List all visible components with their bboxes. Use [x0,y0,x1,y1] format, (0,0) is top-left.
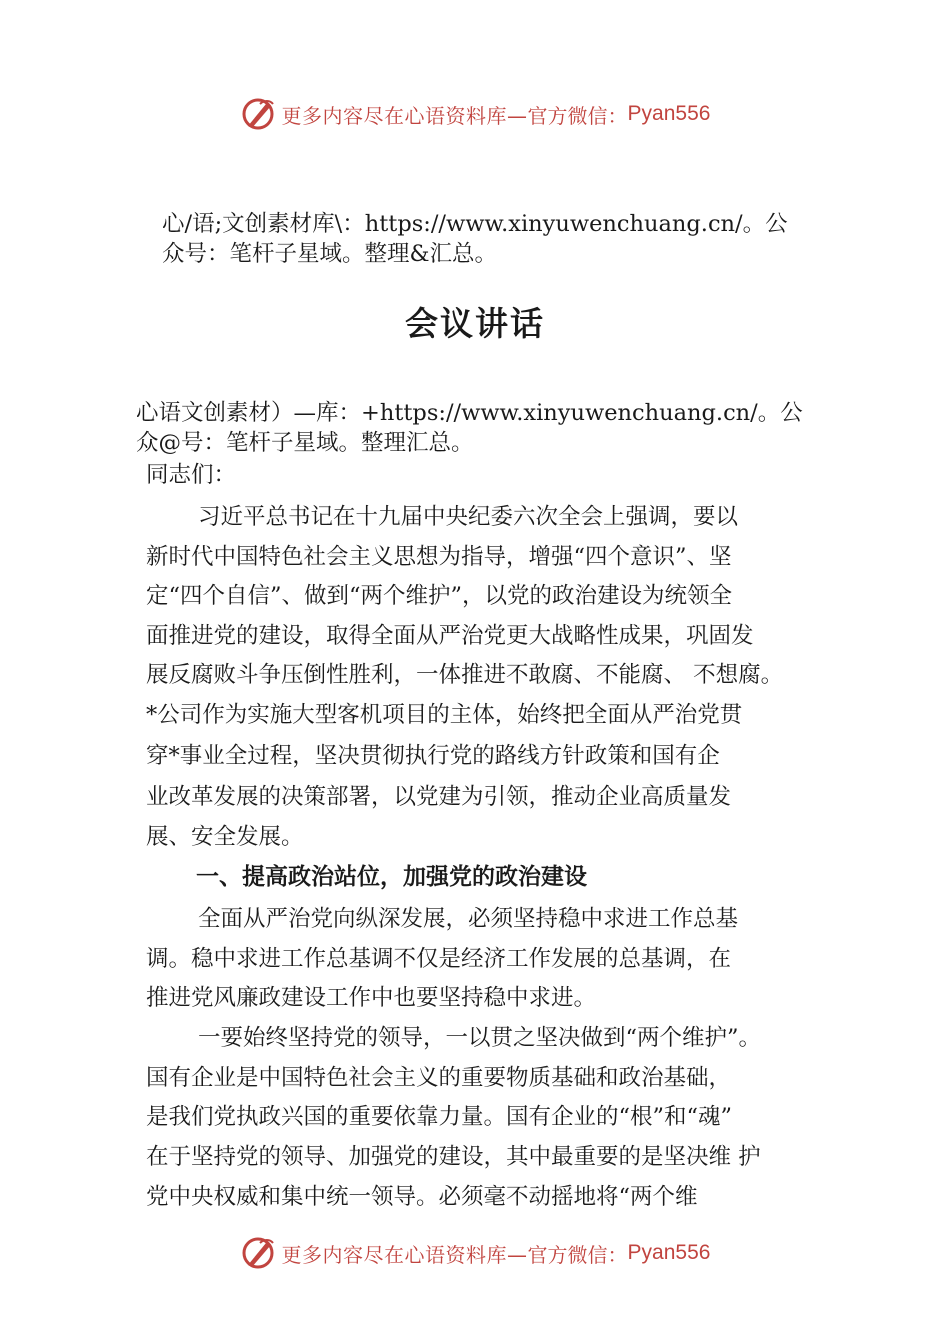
header-banner [0,94,950,134]
paragraph-line: 习近平总书记在十九届中央纪委六次全会上强调，要以 [198,504,739,530]
paragraph-line: 一要始终坚持党的领导，一以贯之坚决做到“两个维护”。 [198,1025,762,1051]
pen-circle-logo-icon [240,96,276,132]
paragraph-line: 是我们党执政兴国的重要依靠力量。国有企业的“根”和“魂” [146,1104,733,1130]
banner-wechat-id: Pyan556 [627,1241,711,1264]
intro-note-line: 心/语;文创素材库\：https://www.xinyuwenchuang.cn/。公 [162,211,788,237]
paragraph-line: 党中央权威和集中统一领导。必须毫不动摇地将“两个维 [146,1184,698,1210]
paragraph-line: 穿*事业全过程，坚决贯彻执行党的路线方针政策和国有企 [146,743,720,769]
paragraph-line: 在于坚持党的领导、加强党的建设，其中最重要的是坚决维 护 [146,1144,761,1170]
source-note-line: 心语文创素材）—库：+https://www.xinyuwenchuang.cn/。公 [136,400,803,426]
source-note-line: 众@号：笔杆子星域。整理汇总。 [136,430,474,456]
section-heading: 一、提高政治站位，加强党的政治建设 [196,864,587,890]
pen-circle-logo-icon [240,1235,276,1271]
paragraph-line: 国有企业是中国特色社会主义的重要物质基础和政治基础， [146,1065,732,1091]
paragraph-line: 新时代中国特色社会主义思想为指导，增强“四个意识”、坚 [146,544,732,570]
banner-wechat-label: 官方微信： [527,1242,628,1267]
paragraph-line: 面推进党的建设，取得全面从严治党更大战略性成果，巩固发 [146,623,754,649]
banner-wechat-label: 官方微信： [527,103,628,128]
salutation: 同志们： [146,462,237,488]
paragraph-line: 调。稳中求进工作总基调不仅是经济工作发展的总基调，在 [146,946,732,972]
paragraph-line: *公司作为实施大型客机项目的主体，始终把全面从严治党贯 [146,702,743,728]
paragraph-line: 定“四个自信”、做到“两个维护”，以党的政治建设为统领全 [146,583,733,609]
paragraph-line: 业改革发展的决策部署，以党建为引领，推动企业高质量发 [146,784,732,810]
intro-note-line: 众号：笔杆子星域。整理&汇总。 [162,241,498,267]
paragraph-line: 展反腐败斗争压倒性胜利，一体推进不敢腐、不能腐、 不想腐。 [146,662,784,688]
banner-wechat-id: Pyan556 [627,102,711,125]
paragraph-line: 推进党风廉政建设工作中也要坚持稳中求进。 [146,985,597,1011]
banner-text: 更多内容尽在心语资料库— [281,1242,528,1267]
paragraph-line: 展、安全发展。 [146,824,304,850]
banner-text: 更多内容尽在心语资料库— [281,103,528,128]
page-title: 会议讲话 [405,304,545,343]
footer-banner [0,1233,950,1273]
paragraph-line: 全面从严治党向纵深发展，必须坚持稳中求进工作总基 [198,906,739,932]
